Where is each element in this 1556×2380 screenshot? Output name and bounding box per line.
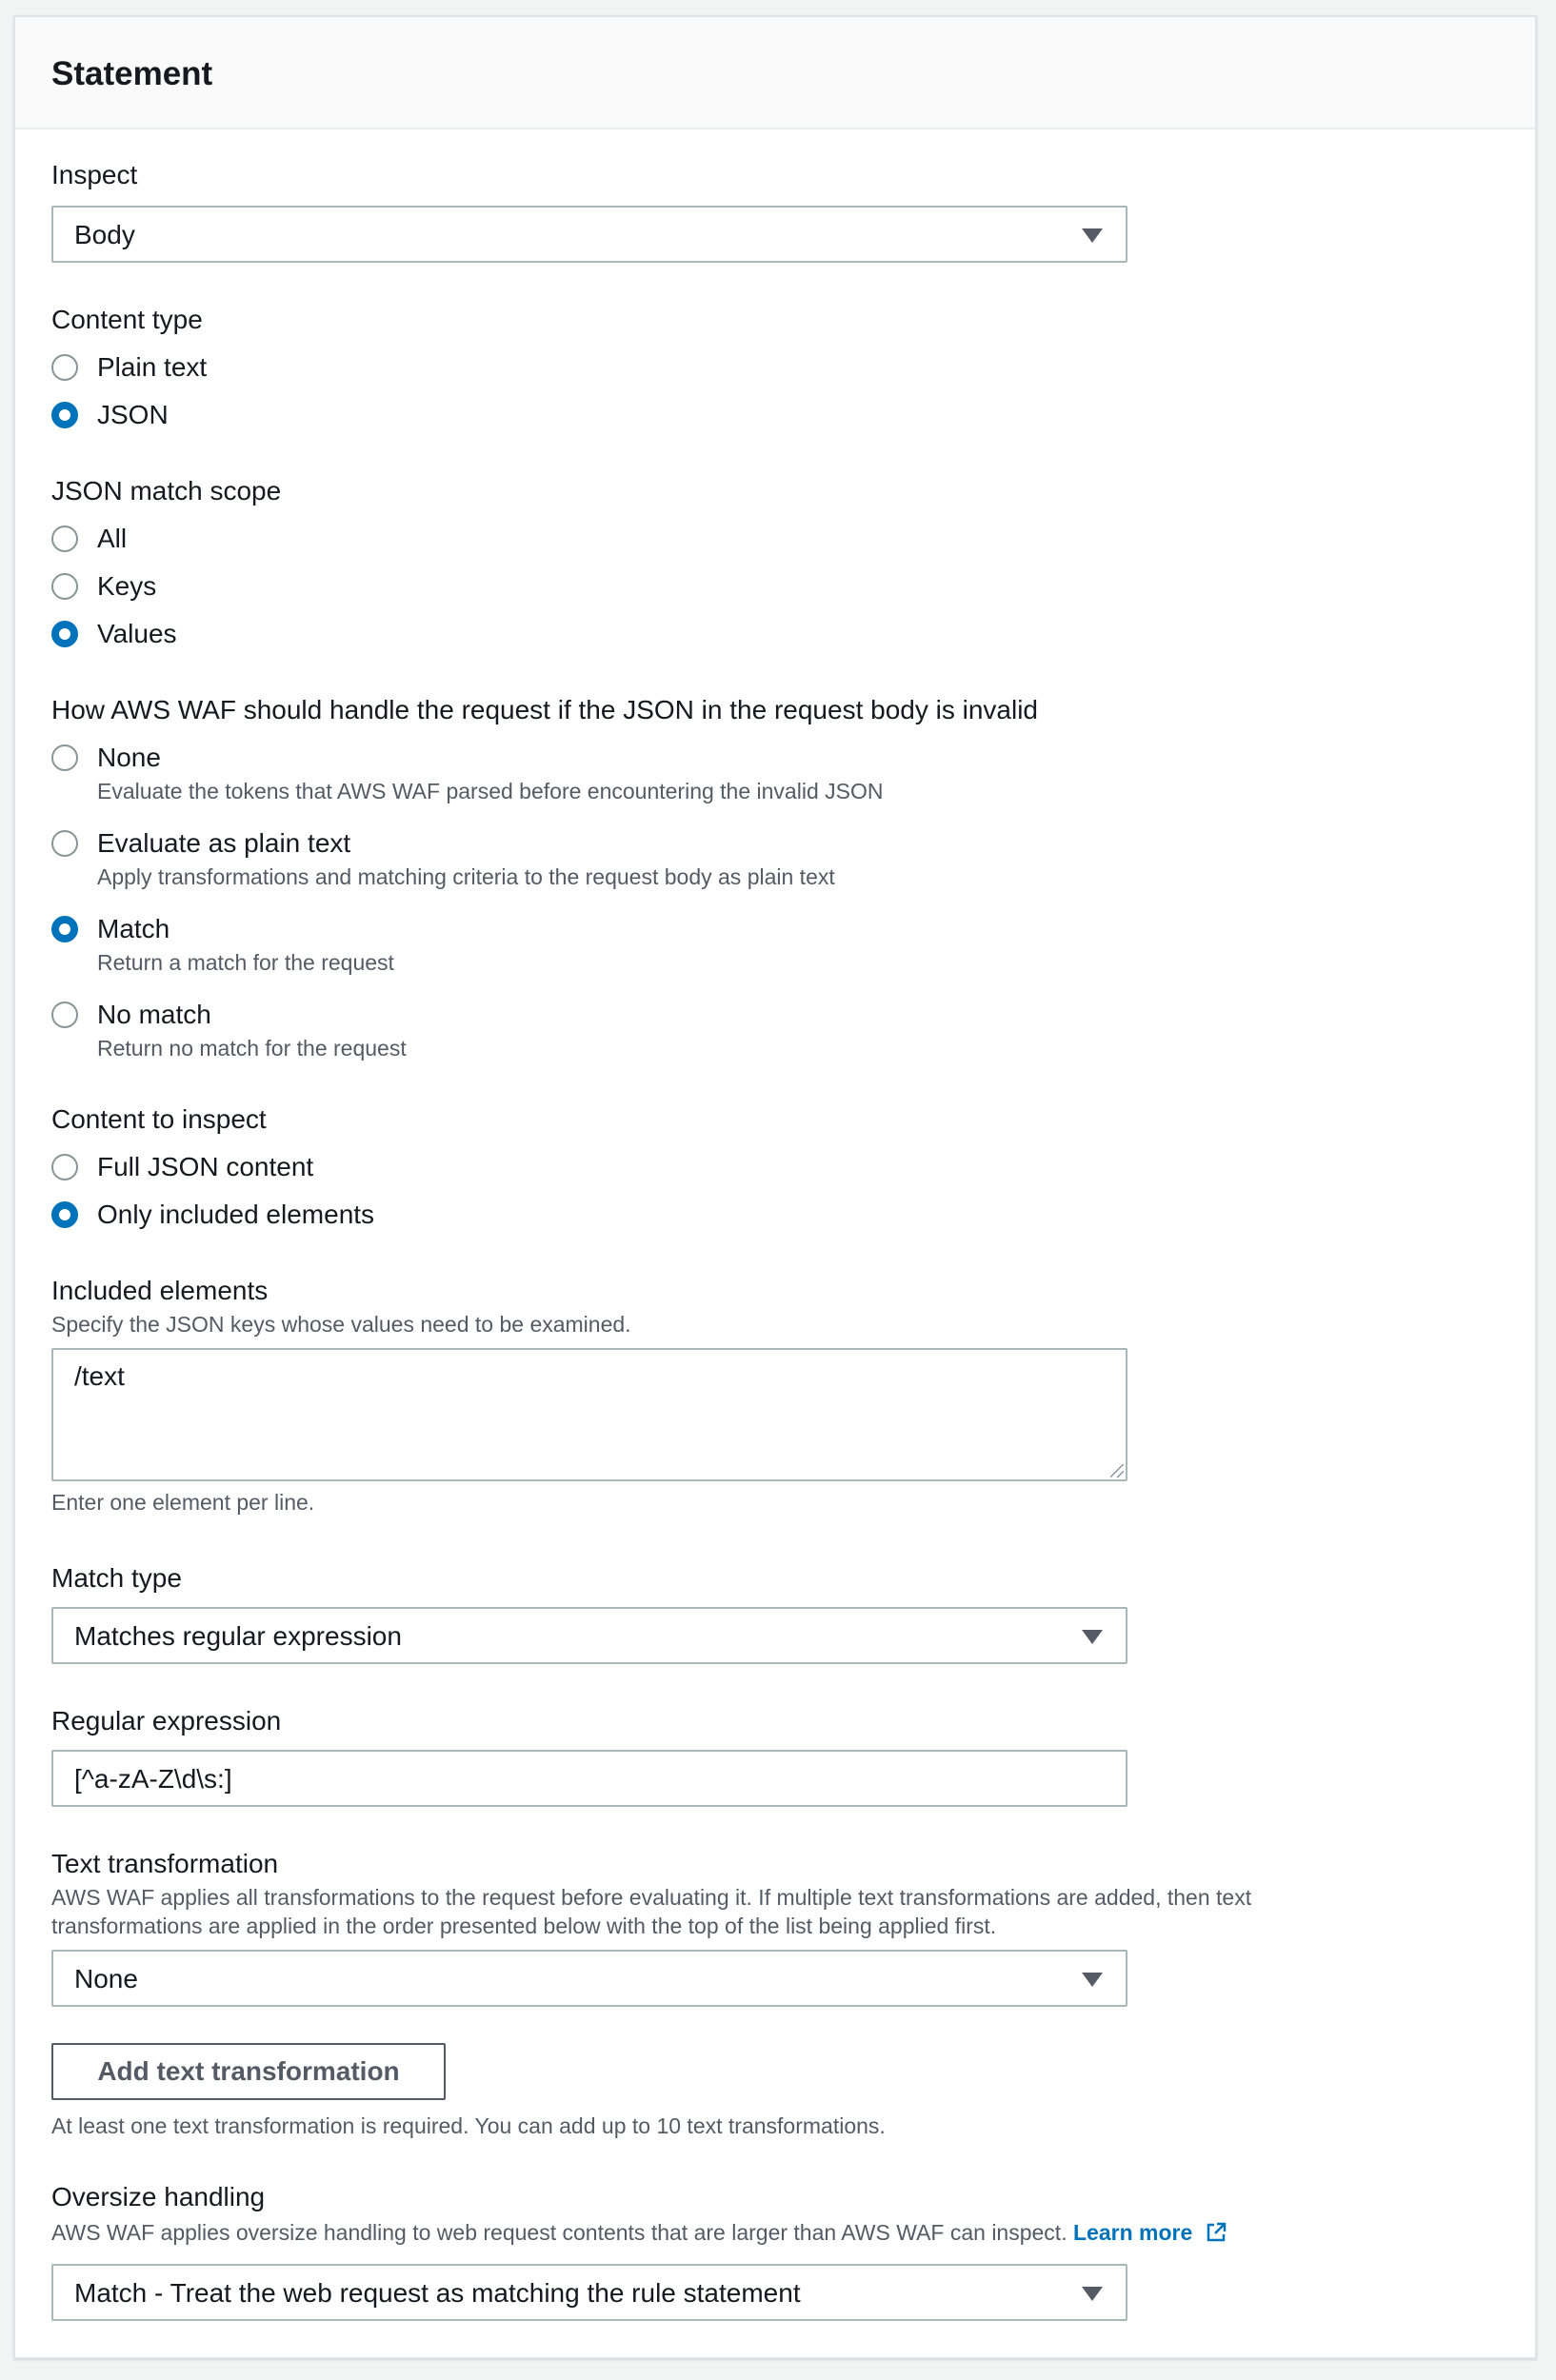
- text-transformation-description-2: transformations are applied in the order presented below with the top of the list being applied first.: [51, 1914, 997, 1938]
- radio-no-match-description: Return no match for the request: [97, 1036, 407, 1061]
- caret-down-icon: [1082, 2287, 1103, 2301]
- radio-no-match-label[interactable]: No match: [97, 1000, 211, 1029]
- caret-down-icon: [1082, 1973, 1103, 1987]
- add-text-transformation-button[interactable]: Add text transformation: [51, 2043, 446, 2100]
- included-elements-label: Included elements: [51, 1276, 269, 1305]
- match-type-select[interactable]: [51, 1607, 1127, 1664]
- json-match-scope-label: JSON match scope: [51, 476, 282, 506]
- match-type-select-value: Matches regular expression: [74, 1621, 402, 1651]
- radio-match[interactable]: [51, 916, 78, 942]
- resize-handle-icon[interactable]: [1110, 1464, 1124, 1478]
- caret-down-icon: [1082, 228, 1103, 243]
- radio-evaluate-plain-text[interactable]: [51, 830, 78, 857]
- inspect-select-value: Body: [74, 220, 135, 249]
- radio-plain-text-label[interactable]: Plain text: [97, 352, 208, 382]
- radio-values[interactable]: [51, 621, 78, 647]
- included-elements-textarea[interactable]: [51, 1348, 1127, 1481]
- match-type-label: Match type: [51, 1563, 182, 1593]
- radio-match-description: Return a match for the request: [97, 950, 394, 975]
- radio-keys-label[interactable]: Keys: [97, 571, 157, 601]
- oversize-handling-select-value: Match - Treat the web request as matching the rule statement: [74, 2278, 801, 2308]
- inspect-label: Inspect: [51, 160, 138, 189]
- radio-none-label[interactable]: None: [97, 743, 161, 772]
- radio-keys[interactable]: [51, 573, 78, 600]
- radio-evaluate-plain-text-label[interactable]: Evaluate as plain text: [97, 828, 351, 858]
- radio-json[interactable]: [51, 402, 78, 428]
- radio-json-label[interactable]: JSON: [97, 400, 169, 429]
- regular-expression-label: Regular expression: [51, 1706, 282, 1735]
- included-elements-value: /text: [74, 1361, 125, 1391]
- radio-none-description: Evaluate the tokens that AWS WAF parsed before encountering the invalid JSON: [97, 779, 884, 803]
- panel-title: Statement: [51, 55, 213, 92]
- radio-full-json-content-label[interactable]: Full JSON content: [97, 1152, 314, 1181]
- panel-header: [15, 17, 1535, 129]
- caret-down-icon: [1082, 1630, 1103, 1644]
- text-transformation-label: Text transformation: [51, 1849, 279, 1878]
- content-to-inspect-label: Content to inspect: [51, 1104, 267, 1134]
- radio-only-included-elements-label[interactable]: Only included elements: [97, 1200, 375, 1229]
- radio-evaluate-plain-text-description: Apply transformations and matching criteria to the request body as plain text: [97, 864, 835, 889]
- included-elements-description: Specify the JSON keys whose values need to be examined.: [51, 1312, 631, 1337]
- text-transformation-hint: At least one text transformation is required. You can add up to 10 text transformations.: [51, 2113, 886, 2138]
- regular-expression-input[interactable]: [51, 1750, 1127, 1807]
- statement-panel: [13, 15, 1537, 2359]
- text-transformation-description-1: AWS WAF applies all transformations to the request before evaluating it. If multiple text transformations are added, then text: [51, 1885, 1252, 1910]
- radio-values-label[interactable]: Values: [97, 619, 177, 648]
- regular-expression-value: [^a-zA-Z\d\s:]: [74, 1764, 232, 1794]
- learn-more-link[interactable]: Learn more: [1072, 2220, 1193, 2245]
- external-link-icon[interactable]: [1205, 2221, 1227, 2244]
- radio-none[interactable]: [51, 744, 78, 771]
- radio-full-json-content[interactable]: [51, 1154, 78, 1180]
- included-elements-hint: Enter one element per line.: [51, 1490, 315, 1515]
- invalid-json-label: How AWS WAF should handle the request if the JSON in the request body is invalid: [51, 695, 1038, 724]
- oversize-handling-select[interactable]: [51, 2264, 1127, 2321]
- inspect-select[interactable]: [51, 206, 1127, 263]
- radio-plain-text[interactable]: [51, 354, 78, 381]
- content-type-label: Content type: [51, 305, 203, 334]
- radio-all[interactable]: [51, 526, 78, 552]
- radio-no-match[interactable]: [51, 1002, 78, 1028]
- radio-only-included-elements[interactable]: [51, 1201, 78, 1228]
- oversize-handling-description-row: [51, 2220, 1227, 2246]
- text-transformation-select[interactable]: [51, 1950, 1127, 2007]
- radio-all-label[interactable]: All: [97, 524, 128, 553]
- oversize-handling-description: AWS WAF applies oversize handling to web request contents that are larger than AWS WAF can inspect.: [51, 2220, 1067, 2245]
- radio-match-label[interactable]: Match: [97, 914, 170, 943]
- oversize-handling-label: Oversize handling: [51, 2182, 266, 2211]
- text-transformation-select-value: None: [74, 1964, 138, 1993]
